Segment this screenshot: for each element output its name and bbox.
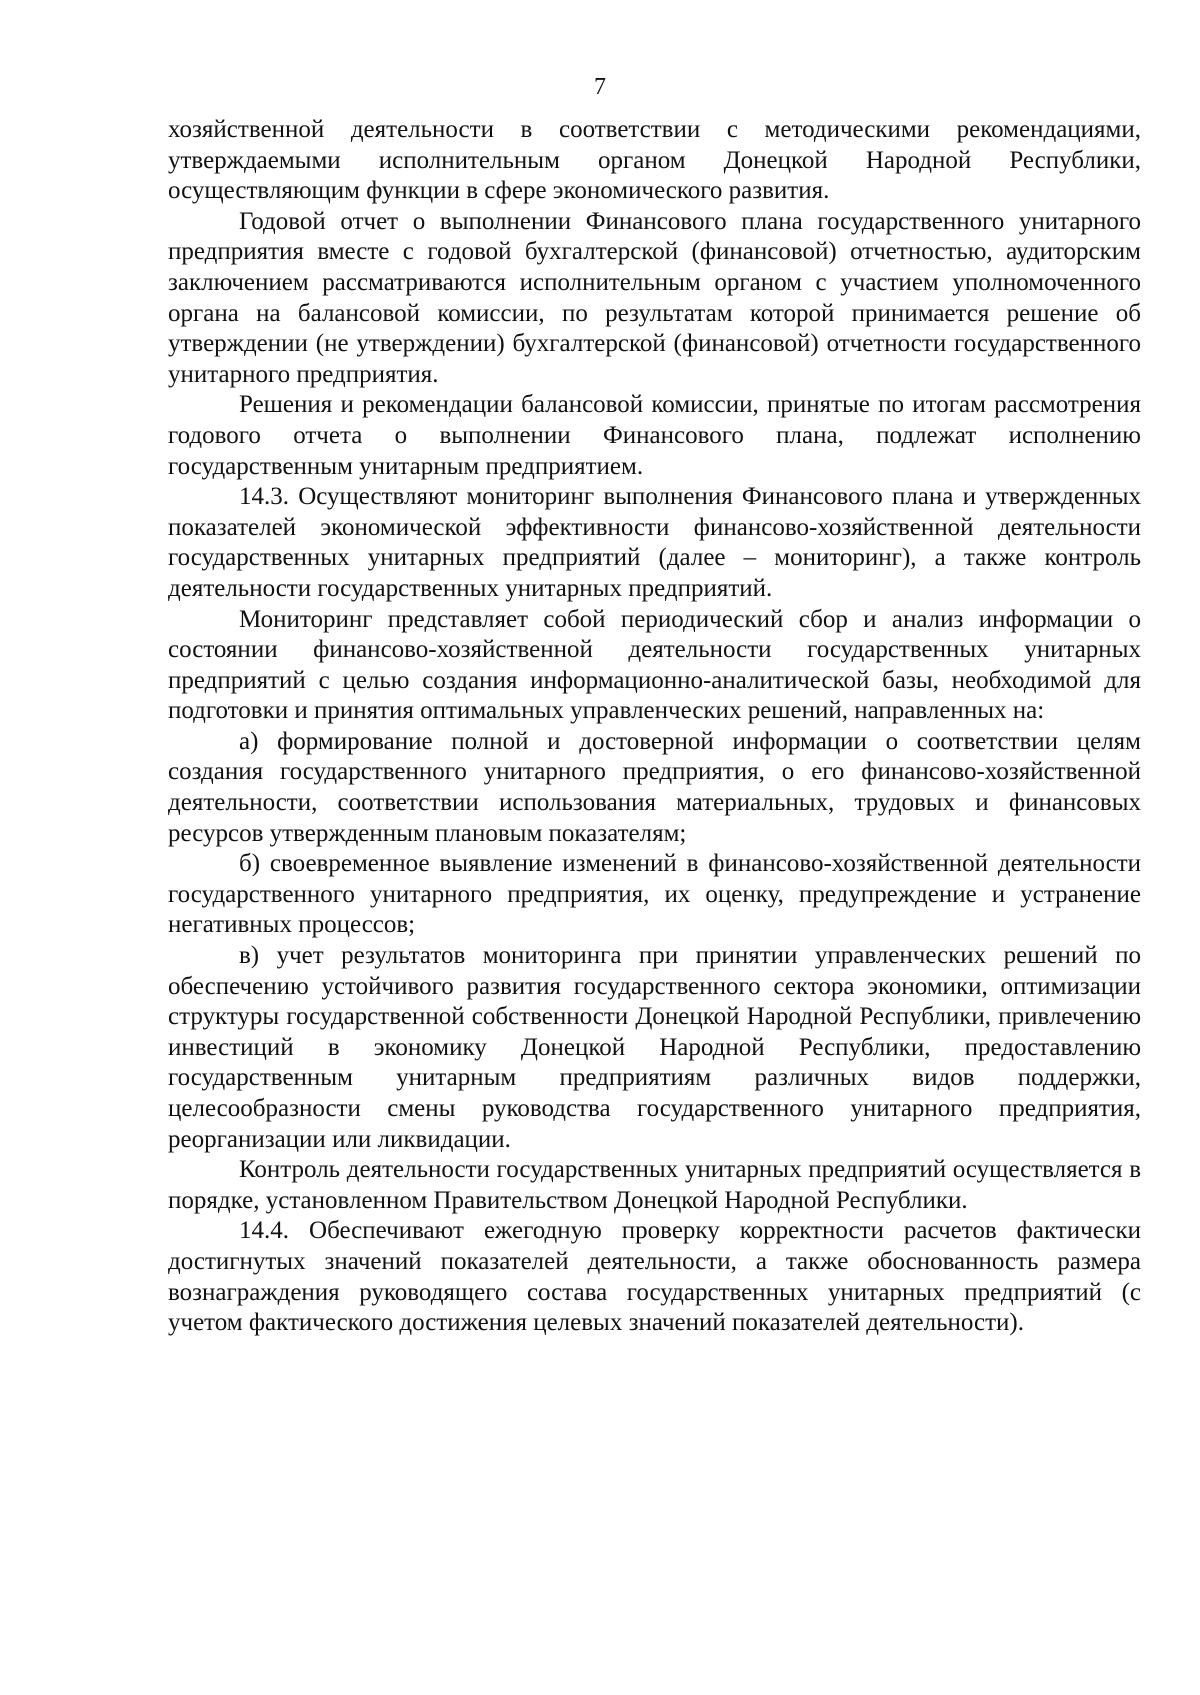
paragraph-commission-decisions: Решения и рекомендации балансовой комиссии, принятые по итогам рассмотрения годового отчета о выполнении Финансового плана, подлежат исполнению государственным унитарным предприятием. bbox=[168, 391, 1141, 480]
paragraph-clause-14-4: 14.4. Обеспечивают ежегодную проверку корректности расчетов фактически достигнутых значений показателей деятельности, а также обоснованность размера вознаграждения руководящего состава государственных унитарных предприятий (с учетом фактического достижения целевых значений показателей деятельности). bbox=[168, 1217, 1141, 1337]
paragraph-clause-14-3: 14.3. Осуществляют мониторинг выполнения Финансового плана и утвержденных показателей экономической эффективности финансово-хозяйственной деятельности государственных унитарных предприятий (далее – мониторинг), а также контроль деятельности государственных унитарных предприятий. bbox=[168, 483, 1141, 602]
list-item-c: в) учет результатов мониторинга при принятии управленческих решений по обеспечению устойчивого развития государственного сектора экономики, оптимизации структуры государственной собственности Донецкой Народной Республики, привлечению инвестиций в экономику Донецкой Народной Республики, предоставлению государственным унитарным предприятиям различных видов поддержки, целесообразности смены руководства государственного унитарного предприятия, реорганизации или ликвидации. bbox=[168, 942, 1141, 1153]
list-item-a: а) формирование полной и достоверной информации о соответствии целям создания государственного унитарного предприятия, о его финансово-хозяйственной деятельности, соответствии использования материальных, трудовых и финансовых ресурсов утвержденным плановым показателям; bbox=[168, 727, 1141, 847]
document-body bbox=[168, 115, 1141, 1339]
paragraph-control: Контроль деятельности государственных унитарных предприятий осуществляется в порядке, установленном Правительством Донецкой Народной Республики. bbox=[168, 1156, 1141, 1214]
page-number: 7 bbox=[594, 74, 606, 100]
list-item-b: б) своевременное выявление изменений в финансово-хозяйственной деятельности государственного унитарного предприятия, их оценку, предупреждение и устранение негативных процессов; bbox=[168, 850, 1141, 939]
paragraph-monitoring-definition: Мониторинг представляет собой периодический сбор и анализ информации о состоянии финансово-хозяйственной деятельности государственных унитарных предприятий с целью создания информационно-аналитической базы, необходимой для подготовки и принятия оптимальных управленческих решений, направленных на: bbox=[168, 605, 1141, 725]
paragraph-continuation: хозяйственной деятельности в соответствии с методическими рекомендациями, утверждаемыми исполнительным органом Донецкой Народной Республики, осуществляющим функции в сфере экономического развития. bbox=[168, 116, 1141, 205]
paragraph-annual-report: Годовой отчет о выполнении Финансового плана государственного унитарного предприятия вместе с годовой бухгалтерской (финансовой) отчетностью, аудиторским заключением рассматриваются исполнительным органом с участием уполномоченного органа на балансовой комиссии, по результатам которой принимается решение об утверждении (не утверждении) бухгалтерской (финансовой) отчетности государственного унитарного предприятия. bbox=[168, 207, 1141, 388]
